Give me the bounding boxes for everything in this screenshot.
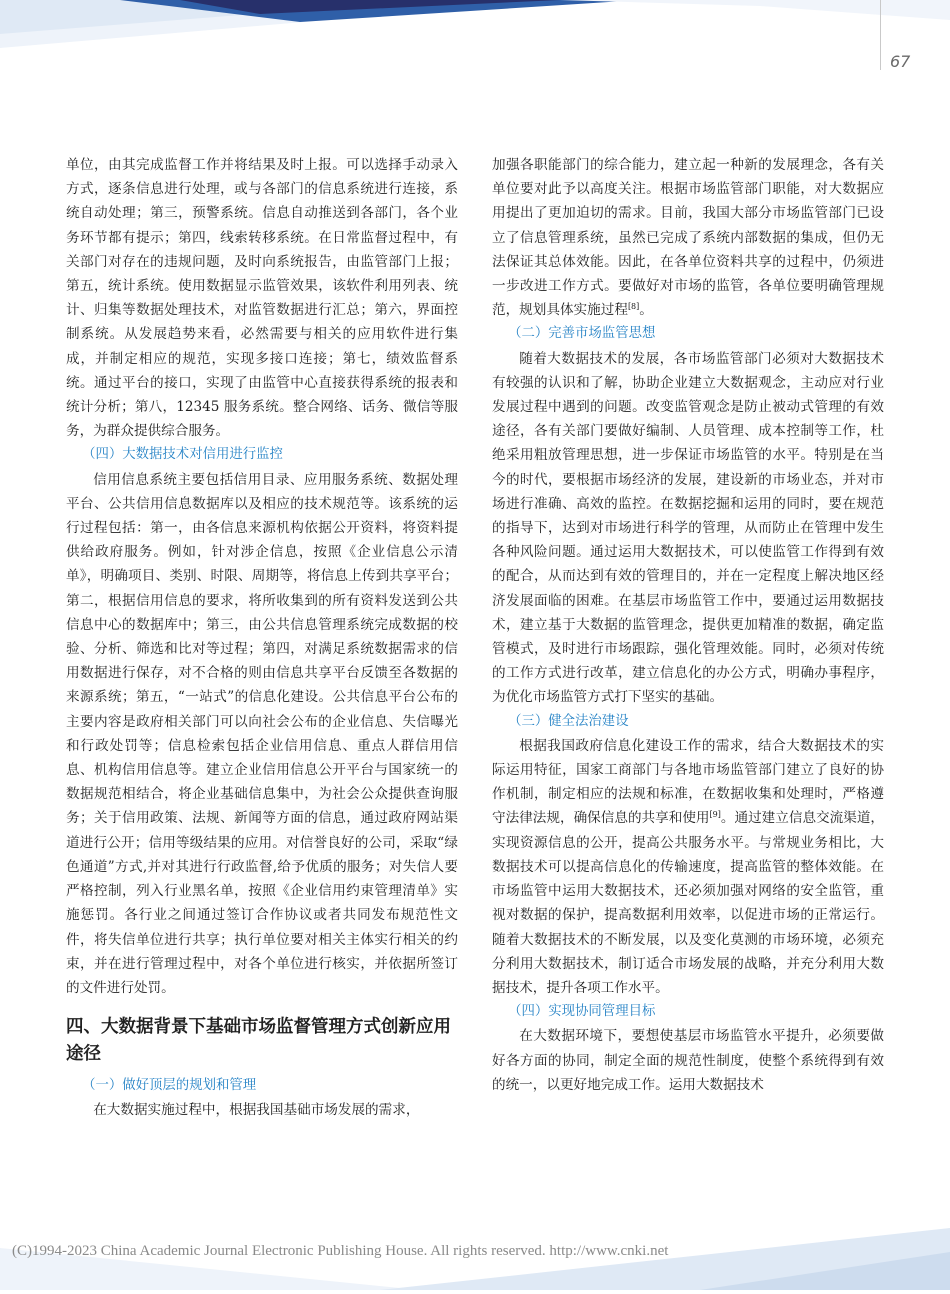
section-heading: 四、大数据背景下基础市场监督管理方式创新应用途径 (66, 1017, 451, 1065)
paragraph-text: 在大数据环境下，要想使基层市场监管水平提升，必须要做好各方面的协同，制定全面的规范性制度，使整个系统得到有效的统一，以更好地完成工作。运用大数据技术 (492, 1028, 884, 1093)
paragraph (492, 734, 884, 1000)
paragraph (66, 153, 458, 443)
subsection-heading: （一）做好顶层的规划和管理 (82, 1078, 257, 1094)
paragraph-text: 加强各职能部门的综合能力，建立起一种新的发展理念，各有关单位要对此予以高度关注。根据市场监管部门职能，对大数据应用提出了更加迫切的需求。目前，我国大部分市场监管部门已设立了信息管理系统，虽然已完成了系统内部数据的集成，但仍无法保证其总体效能。因此，在各单位资料共享的过程中，仍须进一步改进工作方式。要做好对市场的监管，各单位要明确管理规范，规划具体实施过程 (492, 157, 884, 319)
copyright-footer: (C)1994-2023 China Academic Journal Electronic Publishing House. All rights reserved. http://www.cnki.net (12, 1243, 669, 1259)
citation-ref: [9] (709, 810, 721, 820)
right-column (492, 153, 884, 1097)
paragraph-text: 信用信息系统主要包括信用目录、应用服务系统、数据处理平台、公共信用信息数据库以及相应的技术规范等。该系统的运行过程包括：第一，由各信息来源机构依据公开资料，将资料提供给政府服务。例如，针对涉企信息，按照《企业信息公示清单》，明确项目、类别、时限、周期等，将信息上传到共享平台；第二，根据信用信息的要求，将所收集到的所有资料发送到公共信息中心的数据库中；第三，由公共信息管理系统完成数据的校验、分析、筛选和比对等过程；第四，对满足系统数据需求的信用数据进行保存，对不合格的则由信息共享平台反馈至各数据的来源系统；第五，“一站式”的信息化建设。公共信息平台公布的主要内容是政府相关部门可以向社会公布的企业信息、失信曝光和行政处罚等；信息检索包括企业信用信息、重点人群信用信息、机构信用信息等。建立企业信用信息公开平台与国家统一的数据规范相结合，将企业基础信息集中，为社会公众提供查询服务；关于信用政策、法规、新闻等方面的信息，通过政府网站渠道进行公开；信用等级结果的应用。对信誉良好的公司，采取“绿色通道”方式,并对其进行行政监督,给予优质的服务；对失信人要严格控制，列入行业黑名单，按照《企业信用约束管理清单》实施惩罚。各行业之间通过签订合作协议或者共同发布规范性文件，将失信单位进行共享；执行单位要对相关主体实行相关的约束，并在进行管理过程中，对各个单位进行核实，并依据所签订的文件进行处罚。 (66, 471, 458, 996)
paragraph-text-tail: 。 (639, 302, 653, 319)
paragraph (492, 347, 884, 710)
subsection-heading: （四）大数据技术对信用进行监控 (82, 447, 283, 463)
left-column (66, 153, 458, 1123)
header-divider (880, 0, 881, 70)
subsection-heading: （四）实现协同管理目标 (508, 1004, 656, 1020)
paragraph-text-tail: 。通过建立信息交流渠道，实现资源信息的公开，提高公共服务水平。与常规业务相比，大数据技术可以提高信息化的传输速度，提高监管的整体效能。在市场监管中运用大数据技术，还必须加强对网络的安全监管，重视对数据的保护，提高数据利用效率，以促进市场的正常运行。随着大数据技术的不断发展，以及变化莫测的市场环境，必须充分利用大数据技术，制订适合市场发展的战略，并充分利用大数据技术，提升各项工作水平。 (492, 810, 885, 996)
header-band (0, 0, 950, 56)
page-number: 67 (890, 52, 911, 71)
paragraph-text: 随着大数据技术的发展，各市场监管部门必须对大数据技术有较强的认识和了解，协助企业建立大数据观念，主动应对行业发展过程中遇到的问题。改变监管观念是防止被动式管理的有效途径，各有关部门要做好编制、人员管理、成本控制等工作，杜绝采用粗放管理思想，进一步保证市场监管的水平。特别是在当今的时代，要根据市场经济的发展，建设新的市场业态，并对市场进行准确、高效的监控。在数据挖掘和运用的同时，要在规范的指导下，达到对市场进行科学的管理，从而防止在管理中发生各种风险问题。通过运用大数据技术，可以使监管工作得到有效的配合，从而达到有效的管理目的，并在一定程度上解决地区经济发展面临的困难。在基层市场监管工作中，要通过运用数据技术，建立基于大数据的监管理念，提供更加精准的数据，确定监管模式，及时进行市场跟踪，强化管理效能。同时，必须对传统的工作方式进行改革，建立信息化的办公方式，明确办事程序，为优化市场监管方式打下坚实的基础。 (492, 350, 884, 706)
paragraph (66, 1098, 458, 1122)
paragraph-text: 在大数据实施过程中，根据我国基础市场发展的需求， (93, 1102, 420, 1119)
subsection-heading: （三）健全法治建设 (508, 713, 629, 729)
citation-ref: [8] (627, 302, 640, 312)
paragraph-text: 单位，由其完成监督工作并将结果及时上报。可以选择手动录入方式，逐条信息进行处理，或与各部门的信息系统进行连接，系统自动处理；第三，预警系统。信息自动推送到各部门，各个业务环节都有提示；第四，线索转移系统。在日常监督过程中，有关部门对存在的违规问题，及时向系统报告，由监管部门上报；第五，统计系统。使用数据显示监管效果，该软件利用列表、统计、归集等数据处理技术，对监管数据进行汇总；第六，界面控制系统。从发展趋势来看，必然需要与相关的应用软件进行集成，并制定相应的规范，实现多接口连接；第七，绩效监督系统。通过平台的接口，实现了由监管中心直接获得系统的报表和统计分析；第八，12345 服务系统。整合网络、话务、微信等服务，为群众提供综合服务。 (66, 157, 458, 440)
paragraph (66, 468, 458, 1000)
subsection-heading: （二）完善市场监管思想 (508, 326, 656, 342)
paragraph (492, 1024, 884, 1097)
paragraph (492, 153, 884, 322)
paragraph-text: 根据我国政府信息化建设工作的需求，结合大数据技术的实际运用特征，国家工商部门与各地市场监管部门建立了良好的协作机制，制定相应的法规和标准，在数据收集和处理时，严格遵守法律法规，确保信息的共享和使用 (492, 737, 884, 827)
